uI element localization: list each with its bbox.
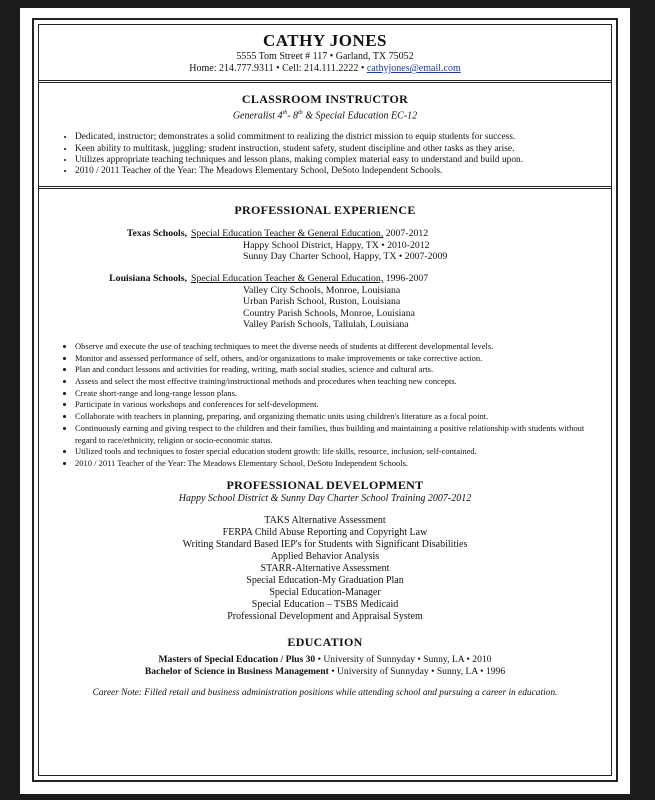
list-item: • Assess and select the most effective training/instructional methods and procedures when teaching new concepts. bbox=[75, 376, 595, 388]
development-title: PROFESSIONAL DEVELOPMENT bbox=[226, 477, 424, 492]
list-item: • Plan and conduct lessons and activities for reading, writing, math social studies, science and cultural arts. bbox=[75, 364, 595, 376]
job-location: Country Parish Schools, Monroe, Louisiana bbox=[243, 307, 415, 319]
education-list bbox=[55, 654, 595, 678]
job-location: Sunny Day Charter School, Happy, TX • 2007-2009 bbox=[243, 251, 448, 263]
email-link[interactable]: cathyjones@email.com bbox=[366, 63, 461, 74]
louisiana-schools-block: Louisiana Schools, Special Education Teacher & General Education, 1996-2007 Valley City Schools, Monroe, Louisiana Urban Parish School, Ruston, Louisiana Country Parish Schools, Monroe, Louisiana Valley Parish Schools, Tallulah, Louisiana bbox=[55, 273, 595, 331]
job-location: Happy School District, Happy, TX • 2010-2012 bbox=[243, 239, 430, 251]
list-item: STARR-Alternative Assessment bbox=[260, 562, 390, 574]
job-location: Urban Parish School, Ruston, Louisiana bbox=[243, 296, 401, 308]
job-label: Louisiana Schools, bbox=[109, 272, 187, 284]
resume-page bbox=[20, 8, 630, 794]
list-item: Writing Standard Based IEP's for Students with Significant Disabilities bbox=[182, 538, 468, 550]
objective-bullets bbox=[55, 132, 595, 177]
job-role: Special Education Teacher & General Education, bbox=[191, 272, 384, 284]
experience-bullets bbox=[55, 341, 595, 470]
development-list bbox=[55, 515, 595, 623]
list-item: Special Education-Manager bbox=[269, 586, 381, 598]
objective-subtitle: Generalist 4th- 8th & Special Education EC-12 bbox=[232, 110, 418, 122]
list-item: • Create short-range and long-range lesson plans. bbox=[75, 388, 595, 400]
list-item: • Participate in various workshops and conferences for self-development. bbox=[75, 399, 595, 411]
job-location: Valley City Schools, Monroe, Louisiana bbox=[243, 284, 401, 296]
candidate-name: CATHY JONES bbox=[262, 31, 388, 50]
list-item: • Collaborate with teachers in planning, preparing, and organizing thematic units using children's literature as a focal point. bbox=[75, 411, 595, 423]
texas-schools-block: Texas Schools, Special Education Teacher & General Education, 2007-2012 Happy School District, Happy, TX • 2010-2012 Sunny Day Charter School, Happy, TX • 2007-2009 bbox=[55, 228, 595, 263]
contact-line bbox=[55, 63, 595, 75]
list-item: • Monitor and assessed performance of self, others, and/or organizations to make improvements or take corrective action. bbox=[75, 353, 595, 365]
phone-numbers: Home: 214.777.9311 • Cell: 214.111.2222 • bbox=[189, 63, 365, 74]
job-label: Texas Schools, bbox=[126, 228, 187, 240]
list-item: • 2010 / 2011 Teacher of the Year: The Meadows Elementary School, DeSoto Independent Schools. bbox=[75, 458, 595, 470]
list-item: Special Education – TSBS Medicaid bbox=[251, 598, 399, 610]
degree-row: Bachelor of Science in Business Management • University of Sunnyday • Sunny, LA • 1996 bbox=[144, 665, 506, 677]
list-item: • Keen ability to multitask, juggling: student instruction, student safety, student discipline and other tasks as they arise. bbox=[75, 144, 595, 155]
list-item: • Utilized tools and techniques to foster special education student growth: life skills, resource, inclusion, self-contained. bbox=[75, 446, 595, 458]
list-item: TAKS Alternative Assessment bbox=[264, 514, 386, 526]
degree-row: Masters of Special Education / Plus 30 • University of Sunnyday • Sunny, LA • 2010 bbox=[158, 653, 492, 665]
education-title: EDUCATION bbox=[287, 634, 363, 649]
list-item: • 2010 / 2011 Teacher of the Year: The Meadows Elementary School, DeSoto Independent Schools. bbox=[75, 166, 595, 177]
list-item: • Observe and execute the use of teaching techniques to meet the diverse needs of students at different developmental levels. bbox=[75, 341, 595, 353]
job-role: Special Education Teacher & General Education, bbox=[191, 228, 384, 240]
inner-border bbox=[38, 24, 612, 776]
header-divider bbox=[39, 80, 611, 83]
list-item: FERPA Child Abuse Reporting and Copyright Law bbox=[222, 526, 428, 538]
outer-border bbox=[32, 18, 618, 782]
list-item: Professional Development and Appraisal System bbox=[227, 610, 423, 622]
list-item: • Continuously earning and giving respect to the children and their families, thus building and maintaining a positive relationship with students without regard to race/ethnicity, religion or socio-economic status. bbox=[75, 423, 595, 446]
list-item: • Utilizes appropriate teaching techniques and lesson plans, making complex material easy to understand and build upon. bbox=[75, 155, 595, 166]
list-item: Applied Behavior Analysis bbox=[270, 550, 380, 562]
resume-content bbox=[55, 29, 595, 698]
section-divider bbox=[39, 186, 611, 189]
objective-title: CLASSROOM INSTRUCTOR bbox=[241, 92, 409, 106]
experience-title: PROFESSIONAL EXPERIENCE bbox=[234, 203, 416, 218]
job-location: Valley Parish Schools, Tallulah, Louisiana bbox=[243, 319, 409, 331]
list-item: • Dedicated, instructor; demonstrates a solid commitment to realizing the district mission to equip students for success. bbox=[75, 132, 595, 143]
development-subtitle: Happy School District & Sunny Day Charter School Training 2007-2012 bbox=[178, 492, 472, 504]
list-item: Special Education-My Graduation Plan bbox=[246, 574, 404, 586]
career-note: Career Note: Filled retail and business administration positions while attending school and pursuing a career in education. bbox=[92, 687, 558, 698]
address-line: 5555 Tom Street # 117 • Garland, TX 75052 bbox=[236, 51, 414, 62]
